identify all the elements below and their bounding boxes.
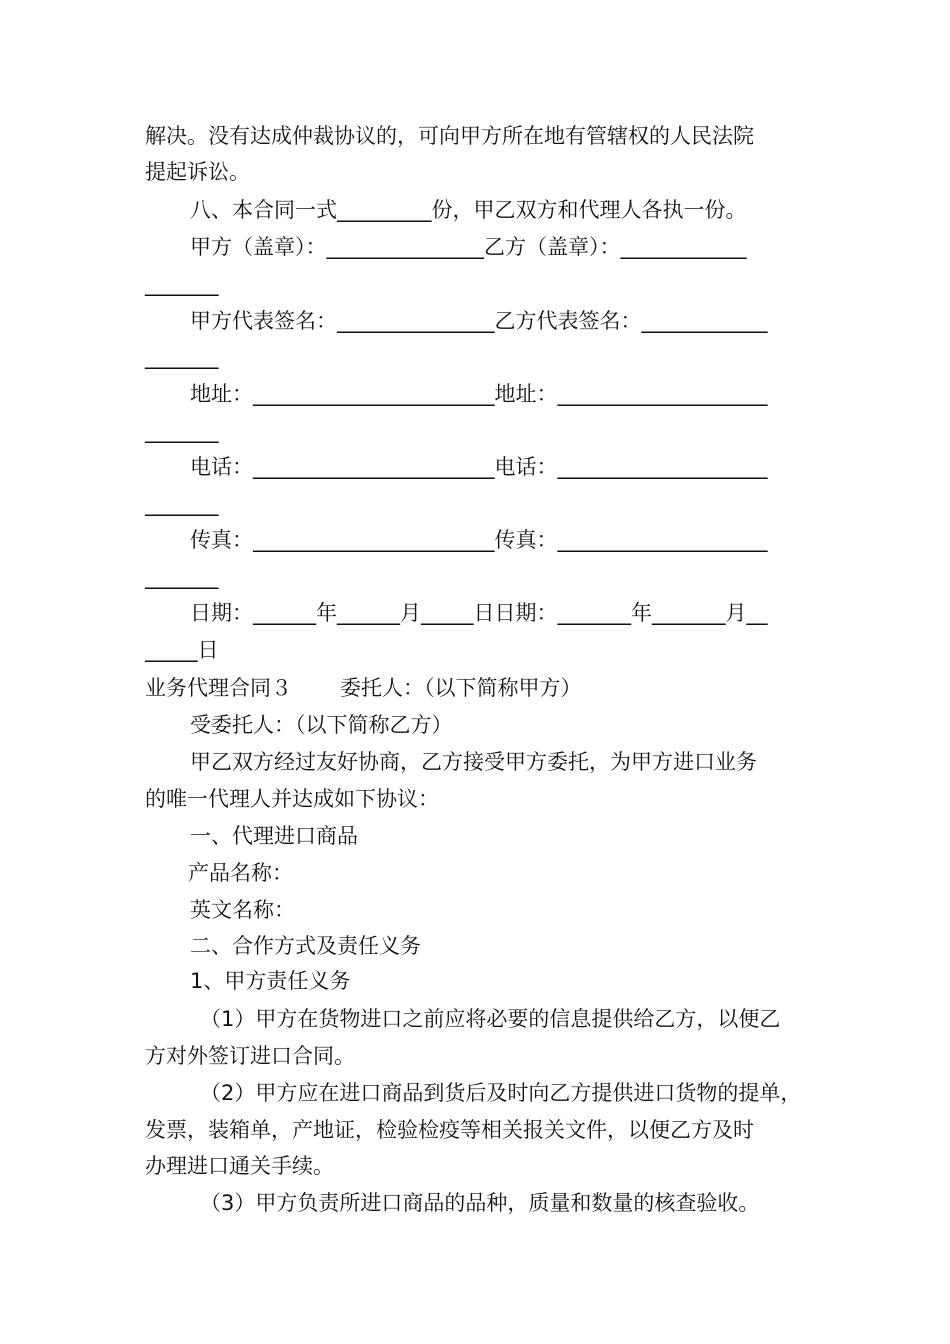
fax-line: 传真：_______________________传真：____________________	[190, 528, 768, 552]
signature-line-representative: 甲方代表签名：_______________乙方代表签名：____________	[190, 309, 768, 333]
text-line: 八、本合同一式_________份，甲乙双方和代理人各执一份。	[190, 198, 747, 222]
address-line: 地址：_______________________地址：____________________	[190, 382, 768, 406]
date-line: 日期：______年______月_____日日期：_______年_______月__	[190, 601, 768, 625]
text-line: _____日	[145, 638, 219, 662]
text-line: 一、代理进口商品	[190, 824, 358, 848]
contract-title: 业务代理合同３	[145, 676, 292, 700]
text-line: 产品名称：	[188, 861, 293, 885]
text-line: _______	[145, 492, 219, 516]
text-line: 二、合作方式及责任义务	[190, 934, 421, 958]
text-line: 解决。没有达成仲裁协议的，可向甲方所在地有管辖权的人民法院	[145, 124, 754, 148]
text-line: 提起诉讼。	[145, 160, 250, 184]
text-line: _______	[145, 565, 219, 589]
text-line: _______	[145, 345, 219, 369]
text-line: 方对外签订进口合同。	[145, 1044, 355, 1068]
text-line: 受委托人：（以下简称乙方）	[190, 713, 453, 737]
phone-line: 电话：_______________________电话：____________________	[190, 455, 768, 479]
text-line: 甲乙双方经过友好协商，乙方接受甲方委托，为甲方进口业务	[190, 750, 757, 774]
text-line: 办理进口通关手续。	[145, 1154, 334, 1178]
text-line: 的唯一代理人并达成如下协议：	[145, 787, 439, 811]
section-heading	[145, 674, 582, 702]
text-line: 英文名称：	[190, 898, 295, 922]
signature-line-party-a-seal: 甲方（盖章）：_______________乙方（盖章）：____________	[190, 235, 747, 259]
text-line: （3）甲方负责所进口商品的品种，质量和数量的核查验收。	[200, 1191, 760, 1215]
text-line: 1、甲方责任义务	[190, 969, 351, 993]
text-line: _______	[145, 272, 219, 296]
text-line: （1）甲方在货物进口之前应将必要的信息提供给乙方，以便乙	[200, 1007, 781, 1031]
text-line: （2）甲方应在进口商品到货后及时向乙方提供进口货物的提单，	[200, 1081, 802, 1105]
text-line: 发票，装箱单，产地证，检验检疫等相关报关文件，以便乙方及时	[145, 1118, 754, 1142]
text-line: _______	[145, 419, 219, 443]
client-label: 委托人：（以下简称甲方）	[340, 676, 582, 700]
